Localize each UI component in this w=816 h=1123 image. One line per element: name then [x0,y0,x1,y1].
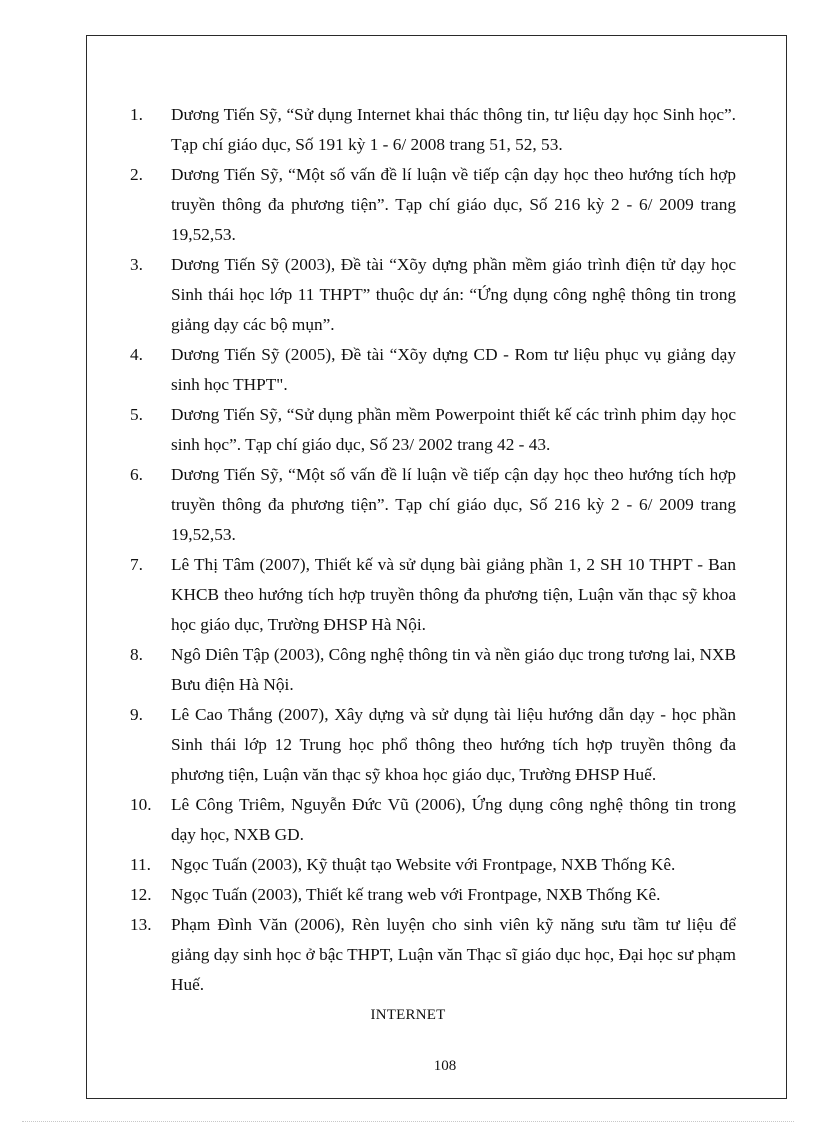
reference-item [130,460,736,550]
reference-text: Lê Công Triêm, Nguyễn Đức Vũ (2006), Ứng dụng công nghệ thông tin trong dạy học, NXB GD. [171,795,736,844]
reference-number: 11. [130,855,151,874]
reference-text: Dương Tiến Sỹ, “Một số vấn đề lí luận về tiếp cận dạy học theo hướng tích hợp truyền thông đa phương tiện”. Tạp chí giáo dục, Số 216 kỳ 2 - 6/ 2009 trang 19,52,53. [171,165,736,244]
reference-text: Ngọc Tuấn (2003), Kỹ thuật tạo Website với Frontpage, NXB Thống Kê. [171,855,676,874]
reference-item [130,910,736,1000]
reference-item [130,160,736,250]
reference-number: 2. [130,165,143,184]
reference-number: 3. [130,255,143,274]
reference-item [130,400,736,460]
reference-item [130,880,736,910]
reference-item [130,250,736,340]
reference-text: Lê Cao Thắng (2007), Xây dựng và sử dụng tài liệu hướng dẫn dạy - học phần Sinh thái lớp 12 Trung học phổ thông theo hướng tích hợp truyền thông đa phương tiện, Luận văn thạc sỹ khoa học giáo dục, Trường ĐHSP Huế. [171,705,736,784]
page-bottom-divider [22,1121,794,1122]
reference-item [130,790,736,850]
reference-number: 13. [130,915,152,934]
reference-item [130,550,736,640]
section-heading: INTERNET [370,1007,446,1023]
reference-number: 10. [130,795,152,814]
reference-text: Dương Tiến Sỹ (2005), Đề tài “Xõy dựng CD - Rom tư liệu phục vụ giảng dạy sinh học THPT". [171,345,736,394]
reference-item [130,100,736,160]
reference-number: 4. [130,345,143,364]
reference-number: 8. [130,645,143,664]
reference-text: Ngọc Tuấn (2003), Thiết kế trang web với Frontpage, NXB Thống Kê. [171,885,661,904]
reference-number: 6. [130,465,143,484]
reference-item [130,340,736,400]
reference-text: Lê Thị Tâm (2007), Thiết kế và sử dụng bài giảng phần 1, 2 SH 10 THPT - Ban KHCB theo hướng tích hợp truyền thông đa phương tiện, Luận văn thạc sỹ khoa học giáo dục, Trường ĐHSP Hà Nội. [171,555,736,634]
page-number: 108 [433,1058,457,1074]
reference-text: Dương Tiến Sỹ, “Sử dụng Internet khai thác thông tin, tư liệu dạy học Sinh học”. Tạp chí giáo dục, Số 191 kỳ 1 - 6/ 2008 trang 51, 52, 53. [171,105,736,154]
reference-number: 7. [130,555,143,574]
reference-item [130,850,736,880]
reference-list [130,100,736,1000]
reference-number: 9. [130,705,143,724]
reference-text: Dương Tiến Sỹ (2003), Đề tài “Xõy dựng phần mềm giáo trình điện tử dạy học Sinh thái học lớp 11 THPT” thuộc dự án: “Ứng dụng công nghệ thông tin trong giảng dạy các bộ mụn”. [171,255,736,334]
reference-text: Dương Tiến Sỹ, “Sử dụng phần mềm Powerpoint thiết kế các trình phim dạy học sinh học”. Tạp chí giáo dục, Số 23/ 2002 trang 42 - 43. [171,405,736,454]
reference-number: 1. [130,105,143,124]
reference-item [130,700,736,790]
reference-item [130,640,736,700]
reference-text: Ngô Diên Tập (2003), Công nghệ thông tin và nền giáo dục trong tương lai, NXB Bưu điện Hà Nội. [171,645,736,694]
reference-text: Dương Tiến Sỹ, “Một số vấn đề lí luận về tiếp cận dạy học theo hướng tích hợp truyền thông đa phương tiện”. Tạp chí giáo dục, Số 216 kỳ 2 - 6/ 2009 trang 19,52,53. [171,465,736,544]
reference-number: 5. [130,405,143,424]
reference-text: Phạm Đình Văn (2006), Rèn luyện cho sinh viên kỹ năng sưu tầm tư liệu để giảng dạy sinh học ở bậc THPT, Luận văn Thạc sĩ giáo dục học, Đại học sư phạm Huế. [171,915,736,994]
reference-number: 12. [130,885,152,904]
